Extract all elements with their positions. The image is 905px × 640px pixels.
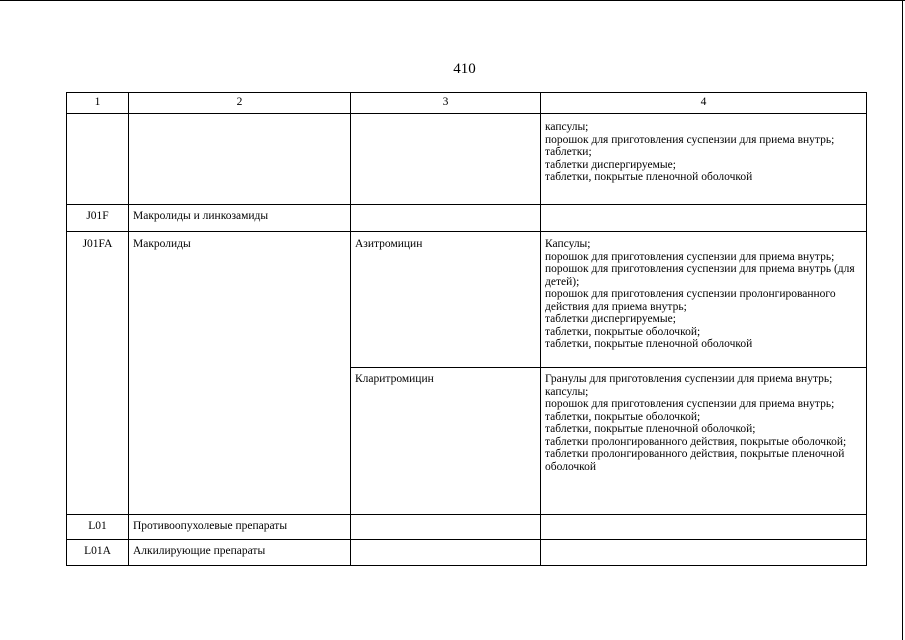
table-row bbox=[67, 232, 867, 368]
group-name-cell: Алкилирующие препараты bbox=[129, 540, 351, 566]
atc-code-cell bbox=[67, 114, 129, 205]
column-header-2: 2 bbox=[129, 93, 351, 114]
group-name-cell: Макролиды bbox=[129, 232, 351, 515]
dosage-forms-cell bbox=[541, 540, 867, 566]
drug-name-cell bbox=[351, 515, 541, 540]
column-header-4: 4 bbox=[541, 93, 867, 114]
table-row bbox=[67, 205, 867, 232]
drug-classification-table bbox=[66, 92, 867, 566]
drug-name-cell: Кларитромицин bbox=[351, 368, 541, 515]
top-border-line bbox=[0, 0, 905, 1]
column-header-3: 3 bbox=[351, 93, 541, 114]
dosage-forms-cell bbox=[541, 515, 867, 540]
column-header-1: 1 bbox=[67, 93, 129, 114]
right-border-line bbox=[902, 0, 903, 640]
dosage-forms-cell bbox=[541, 205, 867, 232]
page-number: 410 bbox=[453, 61, 476, 77]
dosage-forms-cell: Капсулы; порошок для приготовления суспензии для приема внутрь; порошок для приготовления суспензии для приема внутрь (для детей); порошок для приготовления суспензии пролонгированного действия для приема внутрь; таблетки диспергируемые; таблетки, покрытые оболочкой; таблетки, покрытые пленочной оболочкой bbox=[541, 232, 867, 368]
atc-code-cell: L01A bbox=[67, 540, 129, 566]
group-name-cell bbox=[129, 114, 351, 205]
group-name-cell: Макролиды и линкозамиды bbox=[129, 205, 351, 232]
table-row bbox=[67, 114, 867, 205]
dosage-forms-cell: Гранулы для приготовления суспензии для приема внутрь; капсулы; порошок для приготовления суспензии для приема внутрь; таблетки, покрытые оболочкой; таблетки, покрытые пленочной оболочкой; таблетки пролонгированного действия, покрытые оболочкой; таблетки пролонгированного действия, покрытые пленочной оболочкой bbox=[541, 368, 867, 515]
dosage-forms-cell: капсулы; порошок для приготовления суспензии для приема внутрь; таблетки; таблетки диспергируемые; таблетки, покрытые пленочной оболочкой bbox=[541, 114, 867, 205]
table-row bbox=[67, 515, 867, 540]
table-row bbox=[67, 540, 867, 566]
atc-code-cell: J01FA bbox=[67, 232, 129, 515]
group-name-cell: Противоопухолевые препараты bbox=[129, 515, 351, 540]
drug-name-cell bbox=[351, 114, 541, 205]
atc-code-cell: L01 bbox=[67, 515, 129, 540]
table-header-row bbox=[67, 93, 867, 114]
atc-code-cell: J01F bbox=[67, 205, 129, 232]
drug-name-cell bbox=[351, 540, 541, 566]
drug-name-cell: Азитромицин bbox=[351, 232, 541, 368]
drug-name-cell bbox=[351, 205, 541, 232]
